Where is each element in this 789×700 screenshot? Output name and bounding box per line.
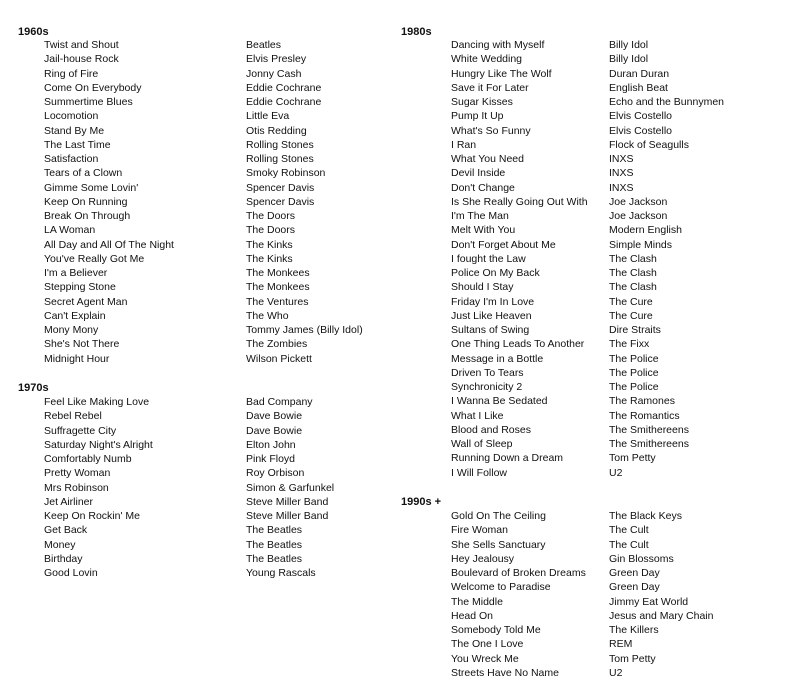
song-title: Keep On Rockin' Me xyxy=(44,510,140,522)
song-artist: Beatles xyxy=(246,39,282,51)
song-title: She's Not There xyxy=(44,338,120,351)
song-title: I Wanna Be Sedated xyxy=(451,395,548,408)
song-title: Satisfaction xyxy=(44,153,99,165)
song-artist: Dave Bowie xyxy=(246,424,303,437)
song-title: I fought the Law xyxy=(451,252,526,265)
song-title: Dancing with Myself xyxy=(451,39,545,51)
song-artist: Jimmy Eat World xyxy=(609,595,689,608)
song-title: Ring of Fire xyxy=(44,67,99,80)
song-artist: The Cure xyxy=(609,309,653,322)
song-title: Mony Mony xyxy=(44,324,99,336)
song-artist: The Cult xyxy=(609,538,649,551)
song-artist: Spencer Davis xyxy=(246,195,315,208)
song-title: Save it For Later xyxy=(451,81,529,94)
song-title: Gold On The Ceiling xyxy=(451,510,546,522)
section-heading-1970s: 1970s xyxy=(18,382,49,394)
song-artist: Dire Straits xyxy=(609,324,661,336)
song-title: Streets Have No Name xyxy=(451,666,559,679)
song-title: Stand By Me xyxy=(44,124,105,137)
song-title: Wall of Sleep xyxy=(451,438,513,450)
song-artist: The Doors xyxy=(246,224,296,237)
song-title: I Will Follow xyxy=(451,466,508,479)
song-artist: Bad Company xyxy=(246,396,313,408)
section-heading-1980s: 1980s xyxy=(401,26,432,38)
song-artist: U2 xyxy=(609,466,623,479)
song-title: Keep On Running xyxy=(44,195,128,208)
section-heading-1990s: 1990s + xyxy=(401,496,442,508)
song-artist: Steve Miller Band xyxy=(246,495,329,508)
song-title: Sultans of Swing xyxy=(451,324,530,336)
song-artist: The Ramones xyxy=(609,395,675,408)
song-artist: English Beat xyxy=(609,81,668,94)
song-title: Should I Stay xyxy=(451,281,514,294)
song-artist: Dave Bowie xyxy=(246,410,303,423)
song-title: Twist and Shout xyxy=(44,39,119,51)
song-artist: Tom Petty xyxy=(609,652,656,665)
song-title: Midnight Hour xyxy=(44,352,110,365)
song-artist: The Monkees xyxy=(246,281,310,294)
song-title: Somebody Told Me xyxy=(451,624,541,636)
song-artist: Gin Blossoms xyxy=(609,552,674,565)
song-artist: The Beatles xyxy=(246,552,303,565)
song-title: White Wedding xyxy=(451,53,523,66)
song-title: The Last Time xyxy=(44,138,111,151)
song-title: You've Really Got Me xyxy=(44,252,145,265)
song-artist: Billy Idol xyxy=(609,53,649,66)
song-title: The Middle xyxy=(451,595,503,608)
song-artist: The Who xyxy=(246,309,289,322)
song-artist: The Fixx xyxy=(609,338,650,351)
song-artist: The Romantics xyxy=(609,409,680,422)
song-title: Suffragette City xyxy=(44,424,117,437)
song-artist: Wilson Pickett xyxy=(246,352,312,365)
song-artist: Steve Miller Band xyxy=(246,510,329,522)
song-title: Welcome to Paradise xyxy=(451,581,551,594)
song-title: Hey Jealousy xyxy=(451,552,515,565)
song-artist: Tommy James (Billy Idol) xyxy=(246,324,363,336)
song-title: Stepping Stone xyxy=(44,281,116,294)
song-title: Pretty Woman xyxy=(44,467,111,480)
song-artist: The Clash xyxy=(609,281,657,294)
song-artist: Green Day xyxy=(609,581,660,594)
song-artist: Simple Minds xyxy=(609,238,673,251)
song-artist: The Police xyxy=(609,381,659,393)
song-artist: Otis Redding xyxy=(246,124,307,137)
song-title: Don't Change xyxy=(451,181,515,194)
song-artist: The Clash xyxy=(609,267,657,279)
song-artist: The Cult xyxy=(609,524,649,537)
song-title: Pump It Up xyxy=(451,110,504,123)
song-title: Mrs Robinson xyxy=(44,481,109,494)
song-title: Saturday Night's Alright xyxy=(44,438,153,451)
song-artist: The Ventures xyxy=(246,295,309,308)
song-title: Jail-house Rock xyxy=(44,53,119,66)
song-title: Running Down a Dream xyxy=(451,452,564,465)
song-title: Get Back xyxy=(44,524,88,537)
song-artist: The Kinks xyxy=(246,252,293,265)
song-title: Fire Woman xyxy=(451,524,508,537)
song-title: Devil Inside xyxy=(451,167,506,180)
song-title: Comfortably Numb xyxy=(44,453,132,465)
song-artist: Flock of Seagulls xyxy=(609,138,689,151)
song-title: Message in a Bottle xyxy=(451,352,544,365)
song-title: Jet Airliner xyxy=(44,495,94,508)
song-artist: The Killers xyxy=(609,624,659,636)
song-artist: Elvis Costello xyxy=(609,110,673,123)
song-artist: Smoky Robinson xyxy=(246,167,326,180)
song-title: Hungry Like The Wolf xyxy=(451,67,552,80)
song-artist: Duran Duran xyxy=(609,67,670,80)
song-title: Driven To Tears xyxy=(451,366,524,379)
song-artist: Elton John xyxy=(246,438,296,451)
song-title: Tears of a Clown xyxy=(44,167,123,180)
song-artist: The Smithereens xyxy=(609,423,689,436)
song-title: Sugar Kisses xyxy=(451,96,513,108)
song-title: Don't Forget About Me xyxy=(451,238,556,251)
song-title: Birthday xyxy=(44,552,83,565)
song-artist: The Doors xyxy=(246,210,296,222)
song-title: I Ran xyxy=(451,138,477,151)
song-title: LA Woman xyxy=(44,224,96,237)
song-artist: Eddie Cochrane xyxy=(246,81,322,94)
song-artist: Rolling Stones xyxy=(246,138,314,151)
song-title: Gimme Some Lovin' xyxy=(44,181,139,194)
song-title: Locomotion xyxy=(44,110,99,123)
song-title: What's So Funny xyxy=(451,124,531,137)
song-title: Head On xyxy=(451,609,494,622)
song-artist: INXS xyxy=(609,167,634,180)
song-artist: Spencer Davis xyxy=(246,181,315,194)
song-artist: The Kinks xyxy=(246,238,293,251)
song-title: Break On Through xyxy=(44,210,131,222)
song-title: She Sells Sanctuary xyxy=(451,538,546,551)
song-artist: The Cure xyxy=(609,295,653,308)
song-artist: The Zombies xyxy=(246,338,308,351)
song-artist: INXS xyxy=(609,153,634,165)
song-artist: Rolling Stones xyxy=(246,153,314,165)
song-title: What You Need xyxy=(451,153,524,165)
song-title: Police On My Back xyxy=(451,267,540,279)
song-artist: Echo and the Bunnymen xyxy=(609,96,724,108)
song-title: What I Like xyxy=(451,409,504,422)
song-artist: Little Eva xyxy=(246,110,290,123)
song-title: Blood and Roses xyxy=(451,423,531,436)
song-artist: Elvis Presley xyxy=(246,53,307,66)
song-title: Secret Agent Man xyxy=(44,295,128,308)
song-artist: REM xyxy=(609,638,633,651)
song-title: Good Lovin xyxy=(44,567,98,579)
song-title: Boulevard of Broken Dreams xyxy=(451,567,586,579)
song-artist: The Black Keys xyxy=(609,510,682,522)
song-title: Friday I'm In Love xyxy=(451,295,535,308)
song-artist: The Smithereens xyxy=(609,438,689,450)
song-title: Feel Like Making Love xyxy=(44,396,150,408)
song-artist: Simon & Garfunkel xyxy=(246,481,335,494)
song-artist: Joe Jackson xyxy=(609,195,668,208)
song-title: I'm a Believer xyxy=(44,267,108,279)
song-artist: The Police xyxy=(609,366,659,379)
song-title: The One I Love xyxy=(451,638,524,651)
song-title: Summertime Blues xyxy=(44,96,133,108)
song-title: Money xyxy=(44,538,76,551)
song-artist: Jesus and Mary Chain xyxy=(609,609,714,622)
song-artist: Modern English xyxy=(609,224,682,237)
song-artist: Pink Floyd xyxy=(246,453,296,465)
song-artist: Eddie Cochrane xyxy=(246,96,322,108)
song-artist: Green Day xyxy=(609,567,660,579)
song-artist: The Beatles xyxy=(246,524,303,537)
song-artist: Joe Jackson xyxy=(609,210,668,222)
section-heading-1960s: 1960s xyxy=(18,26,49,38)
song-artist: The Clash xyxy=(609,252,657,265)
song-title: Just Like Heaven xyxy=(451,309,532,322)
song-title: Come On Everybody xyxy=(44,81,142,94)
song-title: Melt With You xyxy=(451,224,516,237)
song-title: Rebel Rebel xyxy=(44,410,102,423)
song-artist: Roy Orbison xyxy=(246,467,305,480)
song-artist: Tom Petty xyxy=(609,452,656,465)
song-artist: The Beatles xyxy=(246,538,303,551)
song-artist: Billy Idol xyxy=(609,39,649,51)
song-artist: Young Rascals xyxy=(246,567,316,579)
song-title: Is She Really Going Out With xyxy=(451,195,588,208)
song-title: Can't Explain xyxy=(44,309,106,322)
song-artist: The Police xyxy=(609,352,659,365)
song-title: Synchronicity 2 xyxy=(451,381,523,393)
song-artist: INXS xyxy=(609,181,634,194)
song-title: You Wreck Me xyxy=(451,652,519,665)
song-artist: Jonny Cash xyxy=(246,67,302,80)
song-title: One Thing Leads To Another xyxy=(451,338,585,351)
song-title: I'm The Man xyxy=(451,210,509,222)
song-artist: Elvis Costello xyxy=(609,124,673,137)
song-artist: U2 xyxy=(609,666,623,679)
song-artist: The Monkees xyxy=(246,267,310,279)
song-title: All Day and All Of The Night xyxy=(44,238,174,251)
